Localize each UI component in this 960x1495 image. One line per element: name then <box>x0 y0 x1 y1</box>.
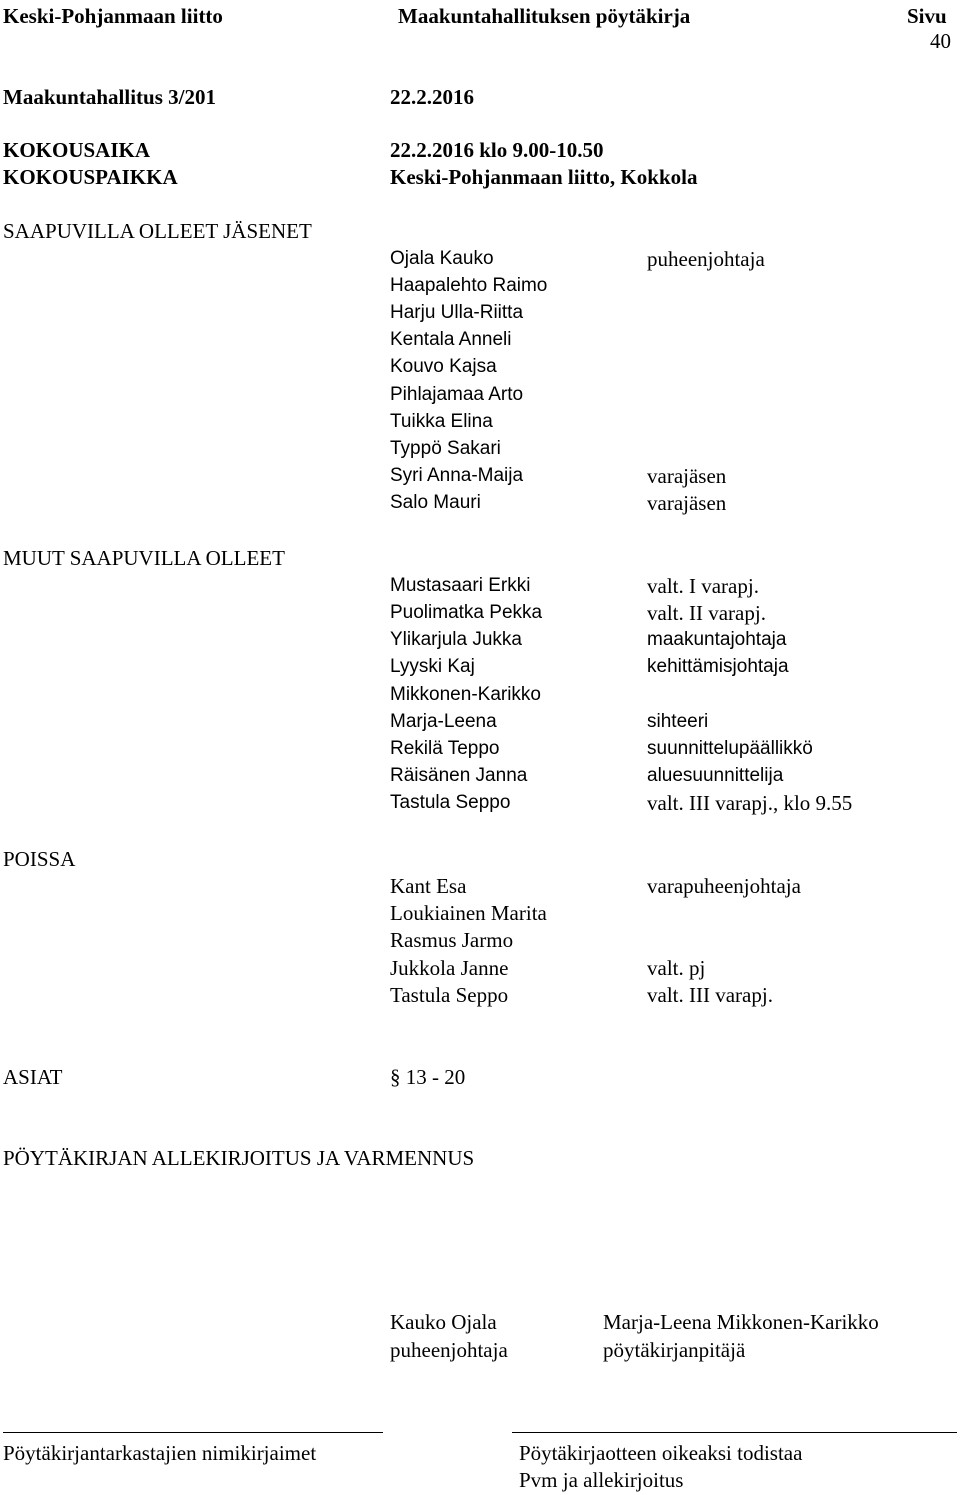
other-role: valt. I varapj. <box>647 574 759 598</box>
meeting-body: Maakuntahallitus 3/201 <box>3 85 216 109</box>
member-role: puheenjohtaja <box>647 247 765 271</box>
member-name: Tuikka Elina <box>390 411 493 432</box>
member-name: Haapalehto Raimo <box>390 275 548 296</box>
absent-name: Kant Esa <box>390 874 467 898</box>
member-name: Syri Anna-Maija <box>390 465 524 486</box>
other-name: Lyyski Kaj <box>390 656 475 677</box>
footer-date-signature-label: Pvm ja allekirjoitus <box>519 1468 684 1492</box>
member-name: Harju Ulla-Riitta <box>390 302 524 323</box>
other-role: maakuntajohtaja <box>647 629 787 650</box>
member-name: Typpö Sakari <box>390 438 501 459</box>
member-name: Ojala Kauko <box>390 248 494 269</box>
absent-role: valt. pj <box>647 956 706 980</box>
agenda-items: § 13 - 20 <box>390 1065 466 1089</box>
signature-heading: PÖYTÄKIRJAN ALLEKIRJOITUS JA VARMENNUS <box>3 1146 475 1170</box>
other-name: Rekilä Teppo <box>390 738 500 759</box>
other-role: kehittämisjohtaja <box>647 656 789 677</box>
secretary-name: Marja-Leena Mikkonen-Karikko <box>603 1310 879 1334</box>
member-role: varajäsen <box>647 491 727 515</box>
other-name: Mikkonen-Karikko <box>390 684 541 705</box>
footer-initials-label: Pöytäkirjantarkastajien nimikirjaimet <box>3 1441 317 1465</box>
footer-rule-left <box>3 1432 383 1433</box>
absent-role: varapuheenjohtaja <box>647 874 801 898</box>
other-name: Räisänen Janna <box>390 765 528 786</box>
meeting-place-value: Keski-Pohjanmaan liitto, Kokkola <box>390 165 698 189</box>
absent-name: Rasmus Jarmo <box>390 928 514 952</box>
other-name: Puolimatka Pekka <box>390 602 543 623</box>
header-page-number: 40 <box>930 29 951 53</box>
member-name: Kentala Anneli <box>390 329 512 350</box>
member-role: varajäsen <box>647 464 727 488</box>
other-name: Mustasaari Erkki <box>390 575 531 596</box>
absent-name: Tastula Seppo <box>390 983 509 1007</box>
other-role: aluesuunnittelija <box>647 765 784 786</box>
absent-name: Jukkola Janne <box>390 956 509 980</box>
header-page-label: Sivu <box>907 4 947 28</box>
secretary-title: pöytäkirjanpitäjä <box>603 1338 746 1362</box>
footer-rule-right <box>512 1432 957 1433</box>
meeting-date: 22.2.2016 <box>390 85 474 109</box>
other-name: Ylikarjula Jukka <box>390 629 522 650</box>
meeting-time-value: 22.2.2016 klo 9.00-10.50 <box>390 138 604 162</box>
other-name: Tastula Seppo <box>390 792 511 813</box>
chair-name: Kauko Ojala <box>390 1310 497 1334</box>
other-role: sihteeri <box>647 711 709 732</box>
member-name: Kouvo Kajsa <box>390 356 497 377</box>
agenda-label: ASIAT <box>3 1065 63 1089</box>
absent-role: valt. III varapj. <box>647 983 773 1007</box>
member-name: Pihlajamaa Arto <box>390 384 524 405</box>
footer-certify-label: Pöytäkirjaotteen oikeaksi todistaa <box>519 1441 803 1465</box>
meeting-place-label: KOKOUSPAIKKA <box>3 165 178 189</box>
meeting-time-label: KOKOUSAIKA <box>3 138 151 162</box>
members-heading: SAAPUVILLA OLLEET JÄSENET <box>3 219 312 243</box>
other-role: suunnittelupäällikkö <box>647 738 813 759</box>
header-doc-title: Maakuntahallituksen pöytäkirja <box>398 4 691 28</box>
header-org: Keski-Pohjanmaan liitto <box>3 4 223 28</box>
other-name: Marja-Leena <box>390 711 497 732</box>
absent-heading: POISSA <box>3 847 76 871</box>
absent-name: Loukiainen Marita <box>390 901 547 925</box>
other-role: valt. III varapj., klo 9.55 <box>647 791 853 815</box>
other-role: valt. II varapj. <box>647 601 766 625</box>
chair-title: puheenjohtaja <box>390 1338 508 1362</box>
others-heading: MUUT SAAPUVILLA OLLEET <box>3 546 285 570</box>
member-name: Salo Mauri <box>390 492 481 513</box>
